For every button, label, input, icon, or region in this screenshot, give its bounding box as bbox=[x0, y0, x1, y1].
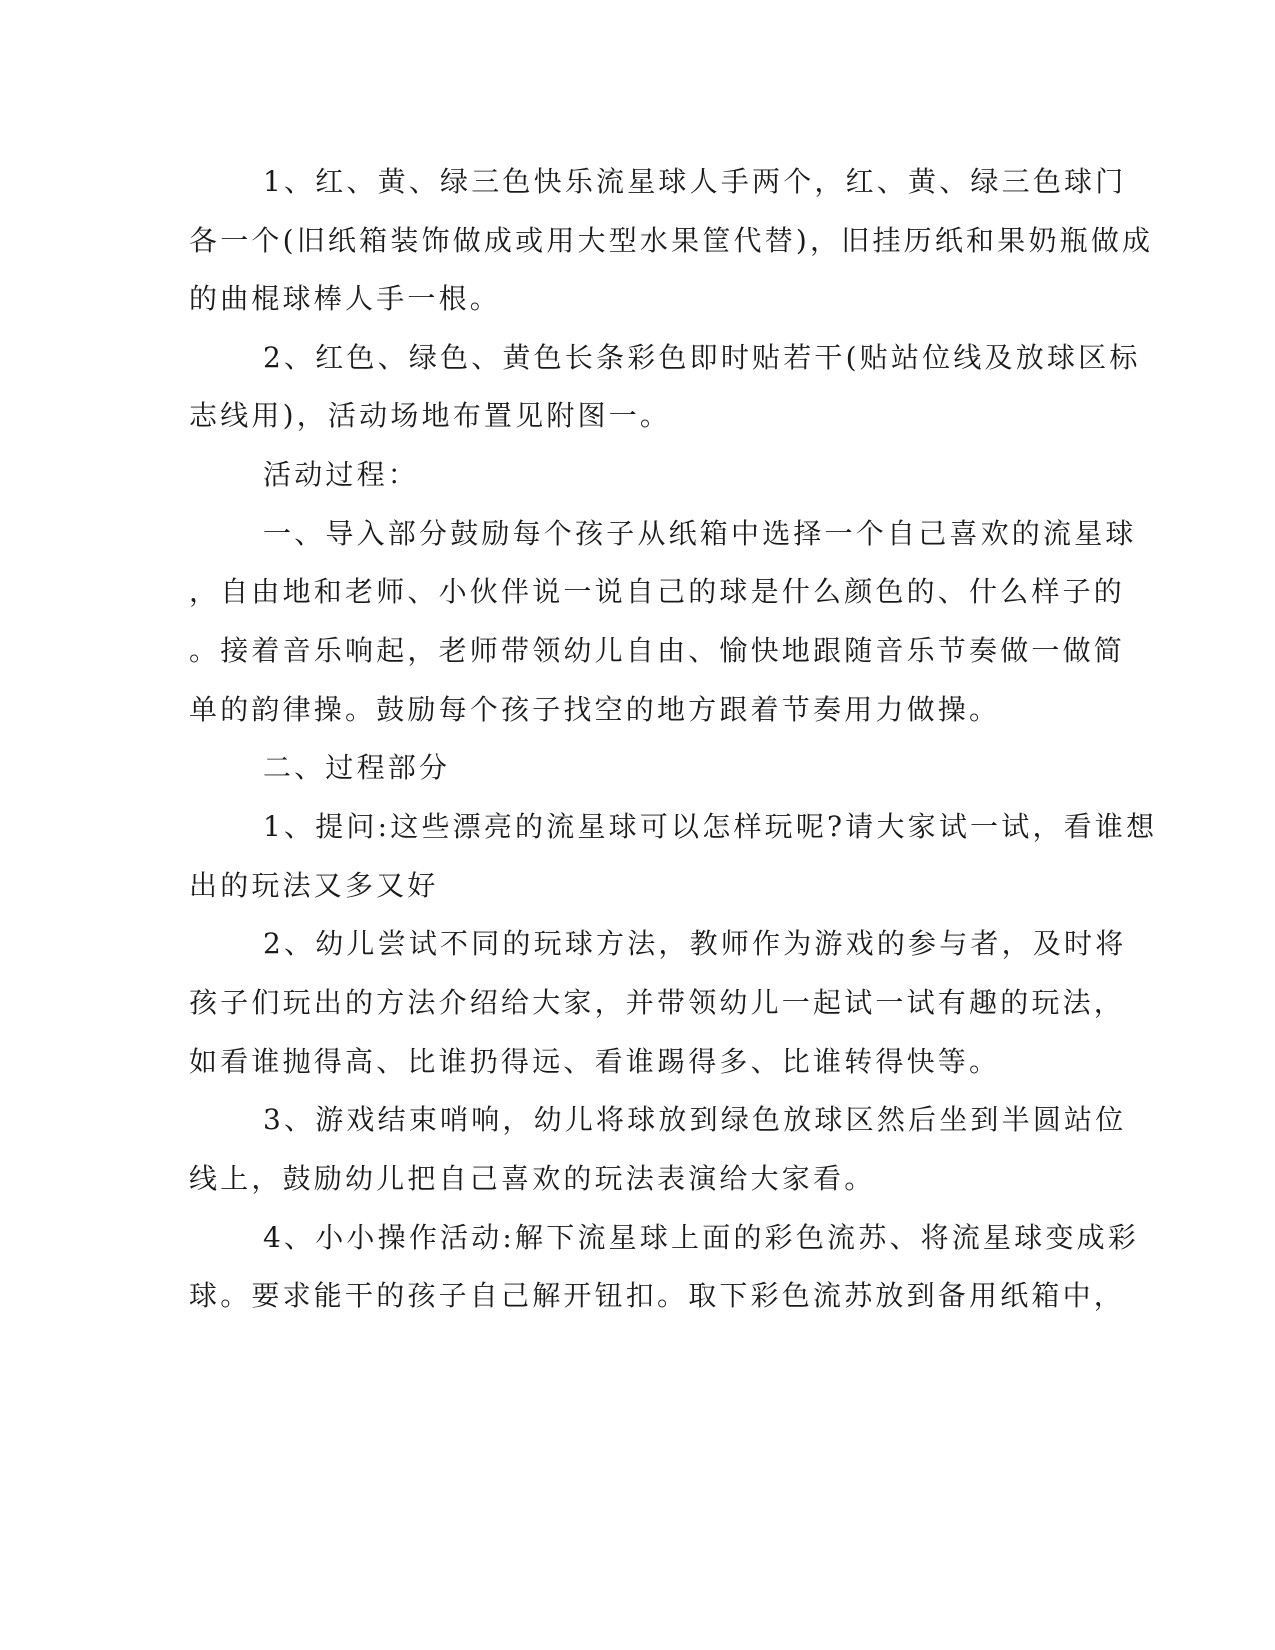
section-heading: 二、过程部分 bbox=[263, 751, 451, 784]
text-line: 1、红、黄、绿三色快乐流星球人手两个，红、黄、绿三色球门 bbox=[263, 165, 1127, 198]
text-line: 单的韵律操。鼓励每个孩子找空的地方跟着节奏用力做操。 bbox=[189, 693, 1001, 726]
text-line: 各一个(旧纸箱装饰做成或用大型水果筐代替)，旧挂历纸和果奶瓶做成 bbox=[189, 224, 1154, 257]
text-line: 出的玩法又多又好 bbox=[189, 869, 439, 902]
text-line: 线上，鼓励幼儿把自己喜欢的玩法表演给大家看。 bbox=[189, 1162, 876, 1195]
text-line: 的曲棍球棒人手一根。 bbox=[189, 282, 502, 315]
text-line: ，自由地和老师、小伙伴说一说自己的球是什么颜色的、什么样子的 bbox=[189, 575, 1126, 608]
text-line: 4、小小操作活动:解下流星球上面的彩色流苏、将流星球变成彩 bbox=[263, 1221, 1140, 1254]
text-line: 2、幼儿尝试不同的玩球方法，教师作为游戏的参与者，及时将 bbox=[263, 927, 1127, 960]
text-line: 志线用)，活动场地布置见附图一。 bbox=[189, 399, 672, 432]
text-line: 如看谁抛得高、比谁扔得远、看谁踢得多、比谁转得快等。 bbox=[189, 1045, 1001, 1078]
text-line: 2、红色、绿色、黄色长条彩色即时贴若干(贴站位线及放球区标 bbox=[263, 341, 1141, 374]
section-heading: 活动过程： bbox=[263, 458, 420, 491]
text-line: 孩子们玩出的方法介绍给大家，并带领幼儿一起试一试有趣的玩法， bbox=[189, 986, 1126, 1019]
text-line: 3、游戏结束哨响，幼儿将球放到绿色放球区然后坐到半圆站位 bbox=[263, 1103, 1127, 1136]
text-line: 1、提问:这些漂亮的流星球可以怎样玩呢?请大家试一试，看谁想 bbox=[263, 810, 1158, 843]
text-line: 。接着音乐响起，老师带领幼儿自由、愉快地跟随音乐节奏做一做简 bbox=[189, 634, 1126, 667]
text-line: 球。要求能干的孩子自己解开钮扣。取下彩色流苏放到备用纸箱中， bbox=[189, 1279, 1126, 1312]
text-line: 一、导入部分鼓励每个孩子从纸箱中选择一个自己喜欢的流星球 bbox=[263, 517, 1137, 550]
